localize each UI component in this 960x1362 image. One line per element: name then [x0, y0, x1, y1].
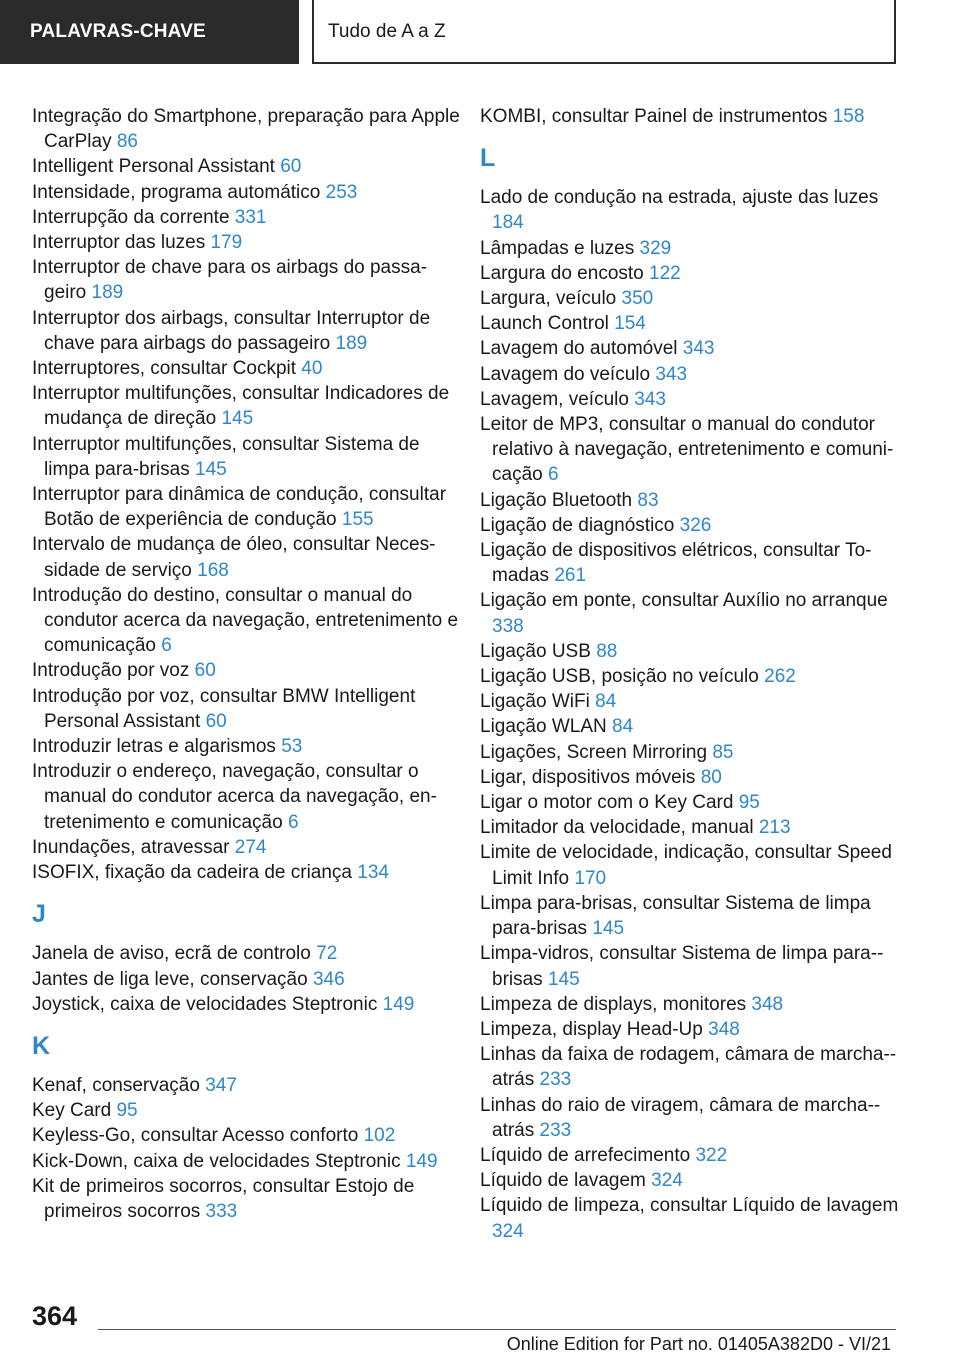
- index-entry-text: Introduzir o endereço, navegação, consultar o manual do condutor acerca da navegação, entretenimento e comunicação: [32, 761, 437, 833]
- page-reference-link[interactable]: 40: [301, 358, 323, 380]
- index-entry-text: Interruptor multifunções, consultar Indicadores de mudança de direção: [32, 383, 450, 430]
- page-reference-link[interactable]: 95: [738, 792, 760, 814]
- section-tab: PALAVRAS-CHAVE: [0, 0, 299, 64]
- index-entry: [32, 104, 460, 154]
- index-entry: [480, 488, 908, 513]
- index-entry-text: Ligação em ponte, consultar Auxílio no arranque: [480, 590, 888, 612]
- index-entry-text: Ligação USB: [480, 640, 591, 662]
- index-column-left: [32, 104, 460, 1224]
- index-entry: [32, 180, 460, 205]
- index-entry-text: Integração do Smartphone, preparação para Apple CarPlay: [32, 106, 460, 153]
- index-entry: [480, 236, 908, 261]
- index-entry: [32, 1073, 460, 1098]
- index-entry-text: Ligar o motor com o Key Card: [480, 792, 734, 814]
- page-reference-link[interactable]: 149: [382, 993, 415, 1015]
- index-entry-text: Introdução do destino, consultar o manual do condutor acerca da navegação, entretenimento e comunicação: [32, 584, 459, 657]
- index-entry-text: KOMBI, consultar Painel de instrumentos: [480, 106, 828, 127]
- index-letter-heading: J: [32, 900, 46, 929]
- page-reference-link[interactable]: 6: [287, 811, 299, 833]
- index-entry: [32, 230, 460, 255]
- page-reference-link[interactable]: 84: [595, 691, 617, 713]
- index-entry-text: Launch Control: [480, 313, 609, 335]
- page-reference-link[interactable]: 348: [708, 1018, 740, 1040]
- page-reference-link[interactable]: 213: [758, 817, 791, 839]
- index-entry-text: Janela de aviso, ecrã de controlo: [32, 943, 311, 965]
- index-entry: [480, 891, 908, 941]
- index-entry-text: ISOFIX, fixação da cadeira de criança: [32, 862, 352, 884]
- index-entry: [32, 356, 460, 381]
- index-entry: [32, 381, 460, 431]
- index-entry-text: Introdução por voz: [32, 660, 190, 682]
- index-entry: [32, 432, 460, 482]
- page-reference-link[interactable]: 324: [492, 1220, 524, 1242]
- page-reference-link[interactable]: 88: [596, 640, 618, 662]
- index-entry: [32, 967, 460, 992]
- index-entry: [480, 387, 908, 412]
- page-reference-link[interactable]: 60: [205, 710, 227, 732]
- page-reference-link[interactable]: 350: [621, 288, 654, 310]
- index-entry-text: Limpeza, display Head-Up: [480, 1018, 703, 1040]
- index-entry-text: Linhas do raio de viragem, câmara de marcha-atrás: [480, 1094, 881, 1141]
- index-entry: [480, 992, 908, 1017]
- index-entry: [480, 336, 908, 361]
- index-entry: [480, 588, 908, 638]
- index-entry: [32, 255, 460, 305]
- index-entry: [32, 154, 460, 179]
- page-reference-link[interactable]: 149: [405, 1150, 438, 1172]
- index-entry: [480, 362, 908, 387]
- index-entry: [480, 538, 908, 588]
- index-entry-text: Intelligent Personal Assistant: [32, 156, 275, 178]
- index-entry-text: Interruptor das luzes: [32, 232, 206, 254]
- index-entry-text: Líquido de arrefecimento: [480, 1144, 691, 1166]
- index-entry: [480, 286, 908, 311]
- page-number: 364: [32, 1301, 78, 1331]
- footer-divider: [98, 1329, 896, 1330]
- page-reference-link[interactable]: 53: [281, 736, 303, 758]
- index-entry: [32, 992, 460, 1017]
- page-reference-link[interactable]: 145: [221, 408, 254, 430]
- index-entry-text: Líquido de lavagem: [480, 1170, 646, 1192]
- index-entry-text: Kick-Down, caixa de velocidades Steptronic: [32, 1150, 401, 1172]
- page-reference-link[interactable]: 348: [751, 993, 784, 1015]
- index-entry: [480, 740, 908, 765]
- index-entry-text: Keyless-Go, consultar Acesso conforto: [32, 1125, 359, 1147]
- index-entry-text: Líquido de limpeza, consultar Líquido de lavagem: [480, 1195, 899, 1217]
- index-entry-text: Interruptor de chave para os airbags do passageiro: [32, 257, 428, 304]
- index-entry: [32, 306, 460, 356]
- index-entry-text: Jantes de liga leve, conservação: [32, 968, 308, 990]
- index-entry: [480, 311, 908, 336]
- page-reference-link[interactable]: 189: [335, 332, 368, 354]
- index-entry-text: Ligação de diagnóstico: [480, 514, 675, 536]
- page-reference-link[interactable]: 233: [539, 1069, 572, 1091]
- index-entry: [32, 658, 460, 683]
- page-header: [0, 0, 960, 66]
- index-entry-text: Interruptor para dinâmica de condução, consultar Botão de experiência de condução: [32, 484, 447, 531]
- index-entry: [32, 759, 460, 835]
- page-reference-link[interactable]: 154: [614, 313, 646, 335]
- page-reference-link[interactable]: 338: [492, 615, 524, 637]
- index-entry-text: Introdução por voz, consultar BMW Intelligent Personal Assistant: [32, 685, 416, 732]
- page-reference-link[interactable]: 170: [574, 867, 607, 889]
- page-reference-link[interactable]: 233: [539, 1119, 572, 1141]
- index-entry-text: Key Card: [32, 1100, 112, 1122]
- index-entry-text: Ligação WiFi: [480, 691, 590, 713]
- index-entry-text: Kit de primeiros socorros, consultar Estojo de primeiros socorros: [32, 1175, 415, 1222]
- page-reference-link[interactable]: 253: [325, 181, 358, 203]
- index-entry-text: Limpeza de displays, monitores: [480, 993, 747, 1015]
- index-entry-text: Interruptores, consultar Cockpit: [32, 358, 297, 380]
- index-entry-text: Joystick, caixa de velocidades Steptronic: [32, 993, 378, 1015]
- index-entry: [32, 583, 460, 659]
- index-entry-text: Interrupção da corrente: [32, 206, 230, 228]
- index-entry: [480, 689, 908, 714]
- page-reference-link[interactable]: 134: [357, 862, 389, 884]
- page-reference-link[interactable]: 72: [316, 943, 338, 965]
- index-entry-text: Lavagem do veículo: [480, 363, 651, 385]
- index-entry: [480, 664, 908, 689]
- page-reference-link[interactable]: 102: [363, 1125, 396, 1147]
- index-entry: [32, 835, 460, 860]
- page-reference-link[interactable]: 80: [700, 766, 722, 788]
- index-entry: [32, 860, 460, 885]
- footer-edition: Online Edition for Part no. 01405A382D0 - VI/21: [506, 1334, 891, 1354]
- index-entry: [480, 815, 908, 840]
- index-entry-text: Ligação USB, posição no veículo: [480, 666, 759, 688]
- page-reference-link[interactable]: 261: [554, 565, 587, 587]
- index-entry: [32, 1123, 460, 1148]
- index-entry-text: Intervalo de mudança de óleo, consultar Necessidade de serviço: [32, 534, 436, 581]
- page-reference-link[interactable]: 86: [116, 131, 138, 153]
- index-entry-text: Introduzir letras e algarismos: [32, 736, 276, 758]
- page-reference-link[interactable]: 179: [210, 232, 243, 254]
- page-reference-link[interactable]: 326: [679, 514, 712, 536]
- page-reference-link[interactable]: 158: [832, 106, 865, 127]
- index-entry: [480, 513, 908, 538]
- index-entry-text: Ligação WLAN: [480, 716, 607, 738]
- index-entry: [480, 1143, 908, 1168]
- page-reference-link[interactable]: 343: [655, 363, 688, 385]
- page-reference-link[interactable]: 145: [547, 968, 580, 990]
- index-entry-text: Ligações, Screen Mirroring: [480, 741, 708, 763]
- index-entry-text: Largura, veículo: [480, 288, 617, 310]
- index-letter-heading: L: [480, 144, 496, 173]
- page-reference-link[interactable]: 324: [651, 1170, 683, 1192]
- index-column-right: [480, 104, 908, 1244]
- index-entry-text: Intensidade, programa automático: [32, 181, 321, 203]
- index-entry: [32, 734, 460, 759]
- page-reference-link[interactable]: 322: [695, 1144, 728, 1166]
- page-reference-link[interactable]: 184: [492, 212, 524, 234]
- page-reference-link[interactable]: 346: [312, 968, 345, 990]
- index-entry: [32, 1098, 460, 1123]
- index-entry: [480, 1193, 908, 1243]
- index-entry: [480, 1042, 908, 1092]
- index-entry: [480, 412, 908, 488]
- page-reference-link[interactable]: 6: [547, 464, 559, 486]
- index-entry: [32, 1149, 460, 1174]
- index-entry: [480, 790, 908, 815]
- index-entry-text: Leitor de MP3, consultar o manual do condutor relativo à navegação, entretenimento e comunicação: [480, 414, 894, 486]
- index-entry-text: Lâmpadas e luzes: [480, 237, 635, 259]
- page-reference-link[interactable]: 60: [280, 156, 302, 178]
- index-entry: [480, 1168, 908, 1193]
- page-reference-link[interactable]: 168: [197, 559, 229, 581]
- index-entry-text: Limpa-vidros, consultar Sistema de limpa para-brisas: [480, 943, 884, 990]
- page-reference-link[interactable]: 189: [91, 282, 124, 304]
- page-reference-link[interactable]: 262: [764, 666, 796, 688]
- page-reference-link[interactable]: 343: [682, 338, 715, 360]
- index-entry-text: Largura do encosto: [480, 262, 644, 284]
- page-reference-link[interactable]: 145: [592, 918, 625, 940]
- index-entry: [480, 941, 908, 991]
- index-entry-text: Inundações, atravessar: [32, 836, 230, 858]
- page-reference-link[interactable]: 60: [194, 660, 216, 682]
- index-entry: [480, 1017, 908, 1042]
- page-reference-link[interactable]: 122: [649, 262, 681, 284]
- index-entry-text: Ligação Bluetooth: [480, 489, 633, 511]
- index-entry-text: Kenaf, conservação: [32, 1074, 200, 1096]
- index-entry: [480, 185, 908, 235]
- index-entry: [480, 840, 908, 890]
- index-entry: [480, 639, 908, 664]
- page-reference-link[interactable]: 343: [634, 388, 666, 410]
- page-reference-link[interactable]: 274: [234, 836, 267, 858]
- section-subtitle: Tudo de A a Z: [312, 0, 896, 64]
- page-reference-link[interactable]: 6: [161, 635, 172, 657]
- index-entry: [480, 104, 908, 129]
- index-entry-text: Lavagem, veículo: [480, 388, 629, 410]
- index-entry: [480, 1093, 908, 1143]
- index-entry: [32, 205, 460, 230]
- index-entry: [32, 482, 460, 532]
- index-entry-text: Limitador da velocidade, manual: [480, 817, 754, 839]
- index-entry-text: Ligação de dispositivos elétricos, consultar Tomadas: [480, 540, 872, 587]
- page-reference-link[interactable]: 85: [712, 741, 734, 763]
- page-reference-link[interactable]: 155: [341, 509, 374, 531]
- index-entry: [32, 684, 460, 734]
- index-entry-text: Limpa para-brisas, consultar Sistema de limpa para-brisas: [480, 892, 871, 940]
- page-reference-link[interactable]: 329: [639, 237, 672, 259]
- page-reference-link[interactable]: 95: [116, 1100, 138, 1122]
- index-entry: [480, 765, 908, 790]
- page-reference-link[interactable]: 331: [234, 206, 267, 228]
- index-entry-text: Linhas da faixa de rodagem, câmara de marcha-atrás: [480, 1044, 897, 1091]
- index-letter-heading: K: [32, 1031, 51, 1060]
- index-entry: [32, 532, 460, 582]
- page-reference-link[interactable]: 347: [205, 1074, 237, 1096]
- index-entry-text: Interruptor multifunções, consultar Sistema de limpa para-brisas: [32, 433, 420, 480]
- page-reference-link[interactable]: 84: [612, 716, 634, 738]
- index-entry-text: Lavagem do automóvel: [480, 338, 678, 360]
- index-entry-text: Limite de velocidade, indicação, consultar Speed Limit Info: [480, 842, 892, 889]
- index-entry: [32, 1174, 460, 1224]
- index-entry: [480, 261, 908, 286]
- index-entry: [32, 941, 460, 966]
- index-entry-text: Ligar, dispositivos móveis: [480, 766, 696, 788]
- index-entry: [480, 714, 908, 739]
- page-reference-link[interactable]: 145: [195, 458, 227, 480]
- page-reference-link[interactable]: 333: [205, 1200, 238, 1222]
- index-entry-text: Interruptor dos airbags, consultar Interruptor de chave para airbags do passageiro: [32, 307, 431, 354]
- index-entry-text: Lado de condução na estrada, ajuste das luzes: [480, 187, 879, 209]
- page-reference-link[interactable]: 83: [637, 489, 659, 511]
